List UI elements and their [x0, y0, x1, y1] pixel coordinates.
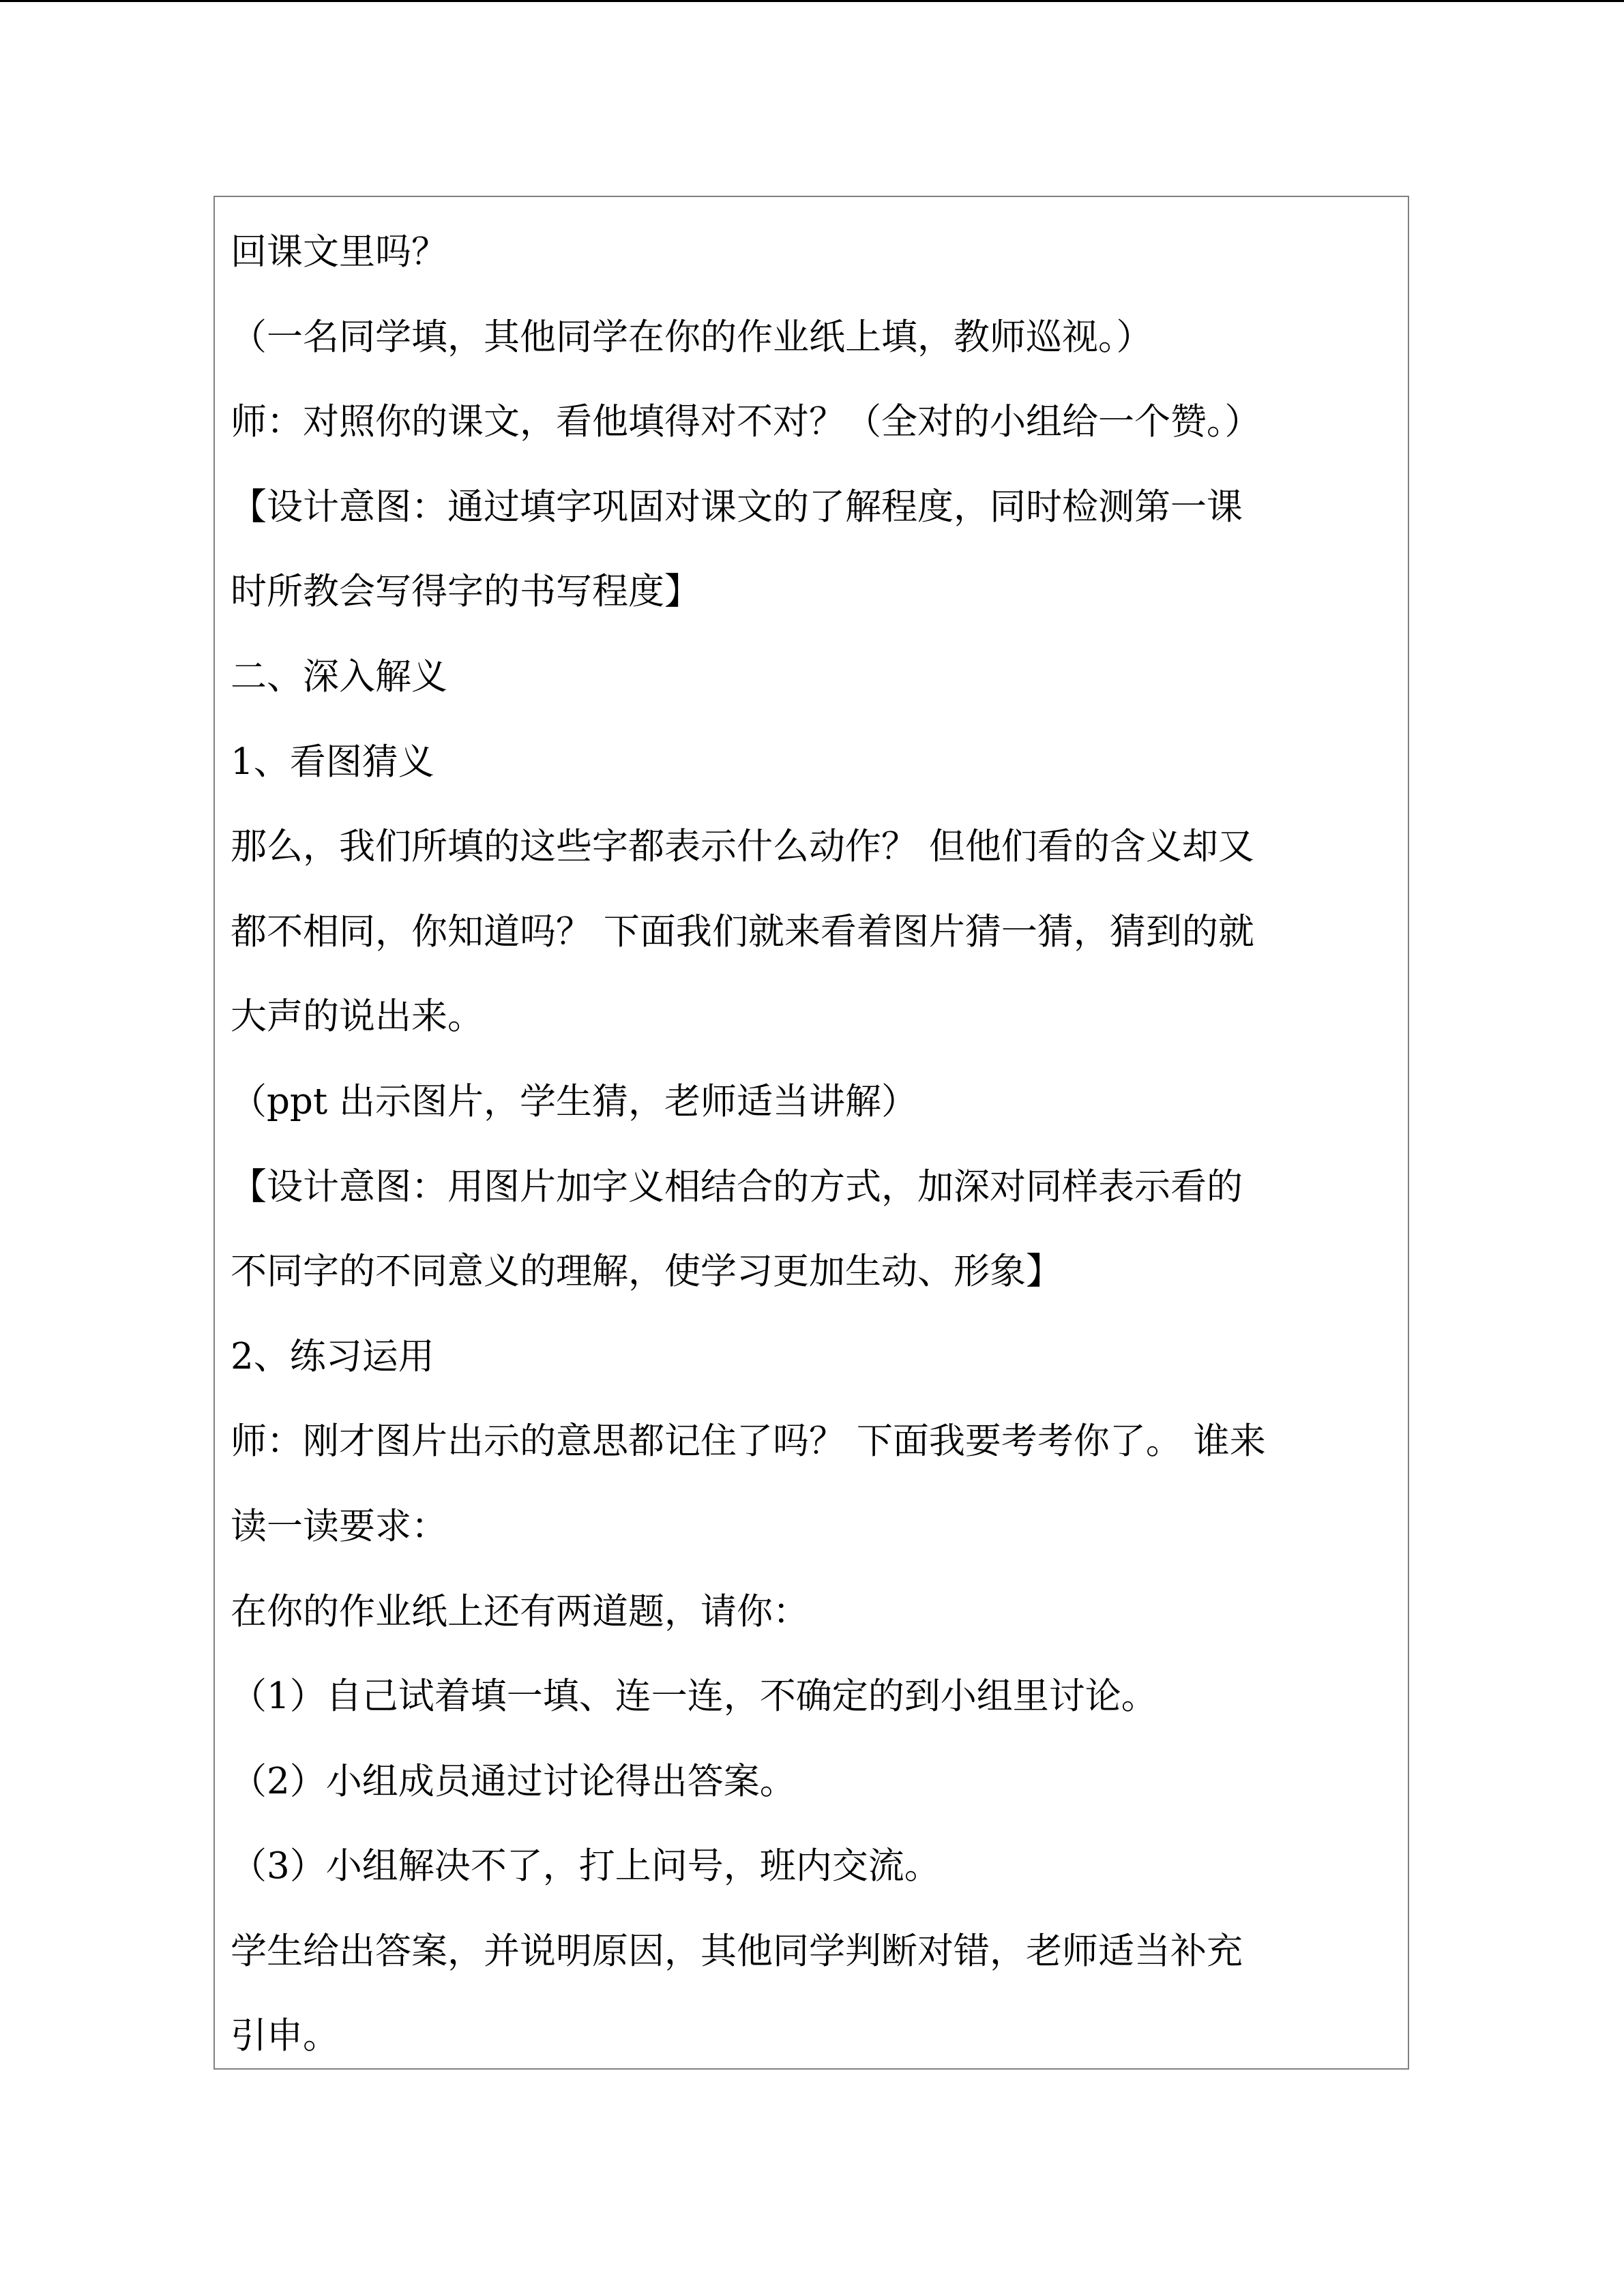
page-top-rule	[0, 0, 1624, 2]
list-item: （2）小组成员通过讨论得出答案。	[231, 1760, 796, 1802]
text-line: 都不相同，你知道吗？ 下面我们就来看着图片猜一猜，猜到的就	[231, 910, 1254, 953]
list-item: （1）自己试着填一填、连一连，不确定的到小组里讨论。	[231, 1675, 1157, 1718]
text-line: 那么，我们所填的这些字都表示什么动作？ 但他们看的含义却又	[231, 826, 1254, 868]
text-line: 在你的作业纸上还有两道题，请你：	[231, 1590, 809, 1632]
text-line: 师：对照你的课文，看他填得对不对？（全对的小组给一个赞。）	[231, 401, 1261, 443]
lesson-plan-cell	[213, 196, 1409, 2070]
text-line: 大声的说出来。	[231, 996, 484, 1038]
design-intent-line: 不同字的不同意义的理解，使学习更加生动、形象】	[231, 1251, 1062, 1293]
text-line: （ppt 出示图片，学生猜，老师适当讲解）	[231, 1080, 917, 1122]
design-intent-line: 【设计意图：通过填字巩固对课文的了解程度，同时检测第一课	[231, 486, 1243, 528]
text-line: 引申。	[231, 2015, 339, 2057]
subsection-heading: 2、练习运用	[231, 1335, 434, 1377]
design-intent-line: 时所教会写得字的书写程度】	[231, 571, 700, 613]
text-line: 师：刚才图片出示的意思都记住了吗？ 下面我要考考你了。 谁来	[231, 1420, 1266, 1463]
section-heading: 二、深入解义	[231, 655, 447, 698]
design-intent-line: 【设计意图：用图片加字义相结合的方式，加深对同样表示看的	[231, 1165, 1243, 1208]
text-line: 读一读要求：	[231, 1505, 447, 1547]
text-line: 回课文里吗？	[231, 231, 447, 273]
subsection-heading: 1、看图猜义	[231, 741, 434, 783]
text-line: 学生给出答案，并说明原因，其他同学判断对错，老师适当补充	[231, 1930, 1243, 1972]
text-line: （一名同学填，其他同学在你的作业纸上填，教师巡视。）	[231, 316, 1153, 358]
list-item: （3）小组解决不了，打上问号，班内交流。	[231, 1845, 941, 1888]
